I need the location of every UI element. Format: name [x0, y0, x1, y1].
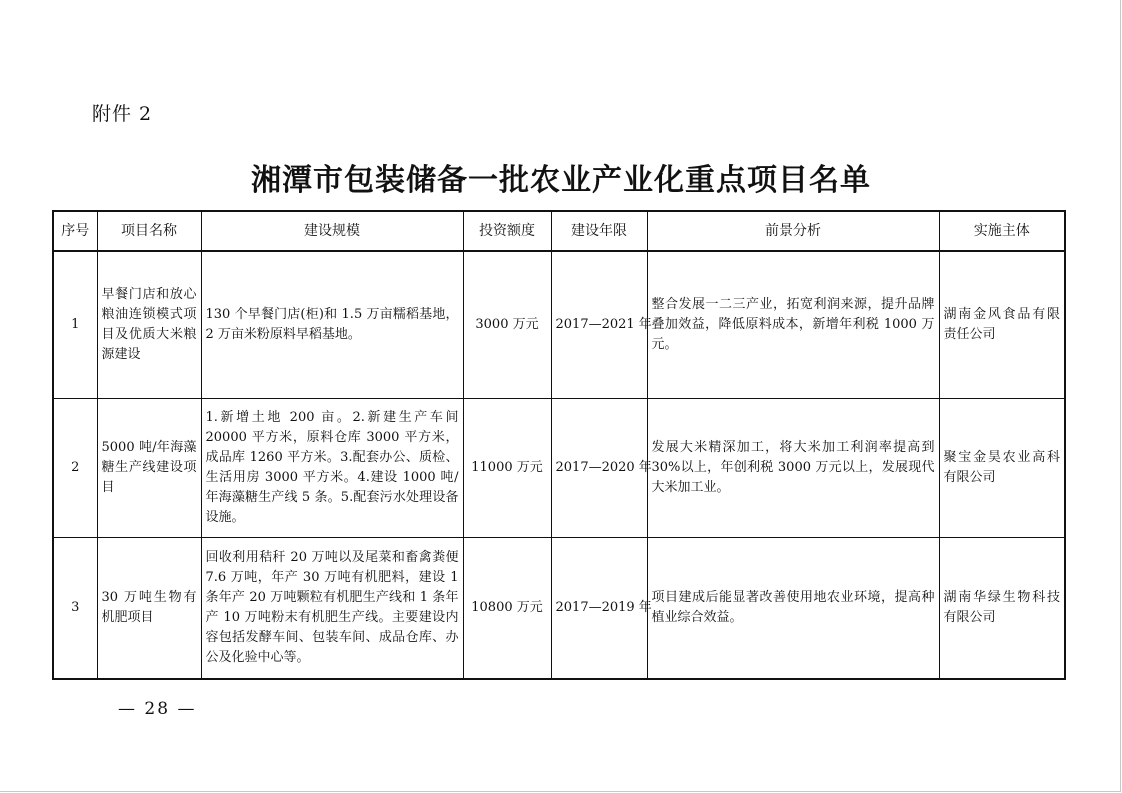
- page-number: — 28 —: [118, 699, 197, 719]
- project-table: [52, 210, 1066, 680]
- document-title: 湘潭市包装储备一批农业产业化重点项目名单: [251, 163, 871, 198]
- table-row: [53, 538, 1065, 680]
- cell-seq: 3: [53, 538, 97, 680]
- cell-entity: 湖南华绿生物科技有限公司: [939, 538, 1065, 680]
- cell-scale: 回收利用秸秆 20 万吨以及尾菜和畜禽粪便 7.6 万吨，年产 30 万吨有机肥料，建设 1 条年产 20 万吨颗粒有机肥生产线和 1 条年产 10 万吨粉末有机肥生产线。主要建设内容包括发酵车间、包装车间、成品仓库、办公及化验中心等。: [201, 538, 463, 680]
- cell-entity: 湖南金风食品有限责任公司: [939, 251, 1065, 399]
- cell-scale: 1.新增土地 200 亩。2.新建生产车间 20000 平方米，原料仓库 3000 平方米，成品库 1260 平方米。3.配套办公、质检、生活用房 3000 平方米。4.建设 1000 吨/年海藻糖生产线 5 条。5.配套污水处理设备设施。: [201, 399, 463, 538]
- cell-project-name: 5000 吨/年海藻糖生产线建设项目: [97, 399, 201, 538]
- header-name: 项目名称: [97, 211, 201, 251]
- header-amount: 投资额度: [463, 211, 551, 251]
- cell-period: 2017—2021 年: [551, 251, 647, 399]
- cell-scale: 130 个早餐门店(柜)和 1.5 万亩糯稻基地，2 万亩米粉原料早稻基地。: [201, 251, 463, 399]
- cell-period: 2017—2020 年: [551, 399, 647, 538]
- cell-entity: 聚宝金昊农业高科有限公司: [939, 399, 1065, 538]
- cell-outlook: 整合发展一二三产业，拓宽利润来源，提升品牌叠加效益，降低原料成本，新增年利税 1000 万元。: [647, 251, 939, 399]
- cell-period: 2017—2019 年: [551, 538, 647, 680]
- cell-project-name: 30 万吨生物有机肥项目: [97, 538, 201, 680]
- header-period: 建设年限: [551, 211, 647, 251]
- cell-outlook: 项目建成后能显著改善使用地农业环境，提高种植业综合效益。: [647, 538, 939, 680]
- cell-seq: 2: [53, 399, 97, 538]
- cell-amount: 10800 万元: [463, 538, 551, 680]
- table-row: [53, 251, 1065, 399]
- header-seq: 序号: [53, 211, 97, 251]
- cell-amount: 11000 万元: [463, 399, 551, 538]
- table-header-row: [53, 211, 1065, 251]
- header-outlook: 前景分析: [647, 211, 939, 251]
- table-row: [53, 399, 1065, 538]
- cell-project-name: 早餐门店和放心粮油连锁模式项目及优质大米粮源建设: [97, 251, 201, 399]
- attachment-label: 附件 2: [92, 103, 153, 125]
- cell-outlook: 发展大米精深加工，将大米加工利润率提高到 30%以上，年创利税 3000 万元以上，发展现代大米加工业。: [647, 399, 939, 538]
- cell-amount: 3000 万元: [463, 251, 551, 399]
- header-scale: 建设规模: [201, 211, 463, 251]
- cell-seq: 1: [53, 251, 97, 399]
- header-entity: 实施主体: [939, 211, 1065, 251]
